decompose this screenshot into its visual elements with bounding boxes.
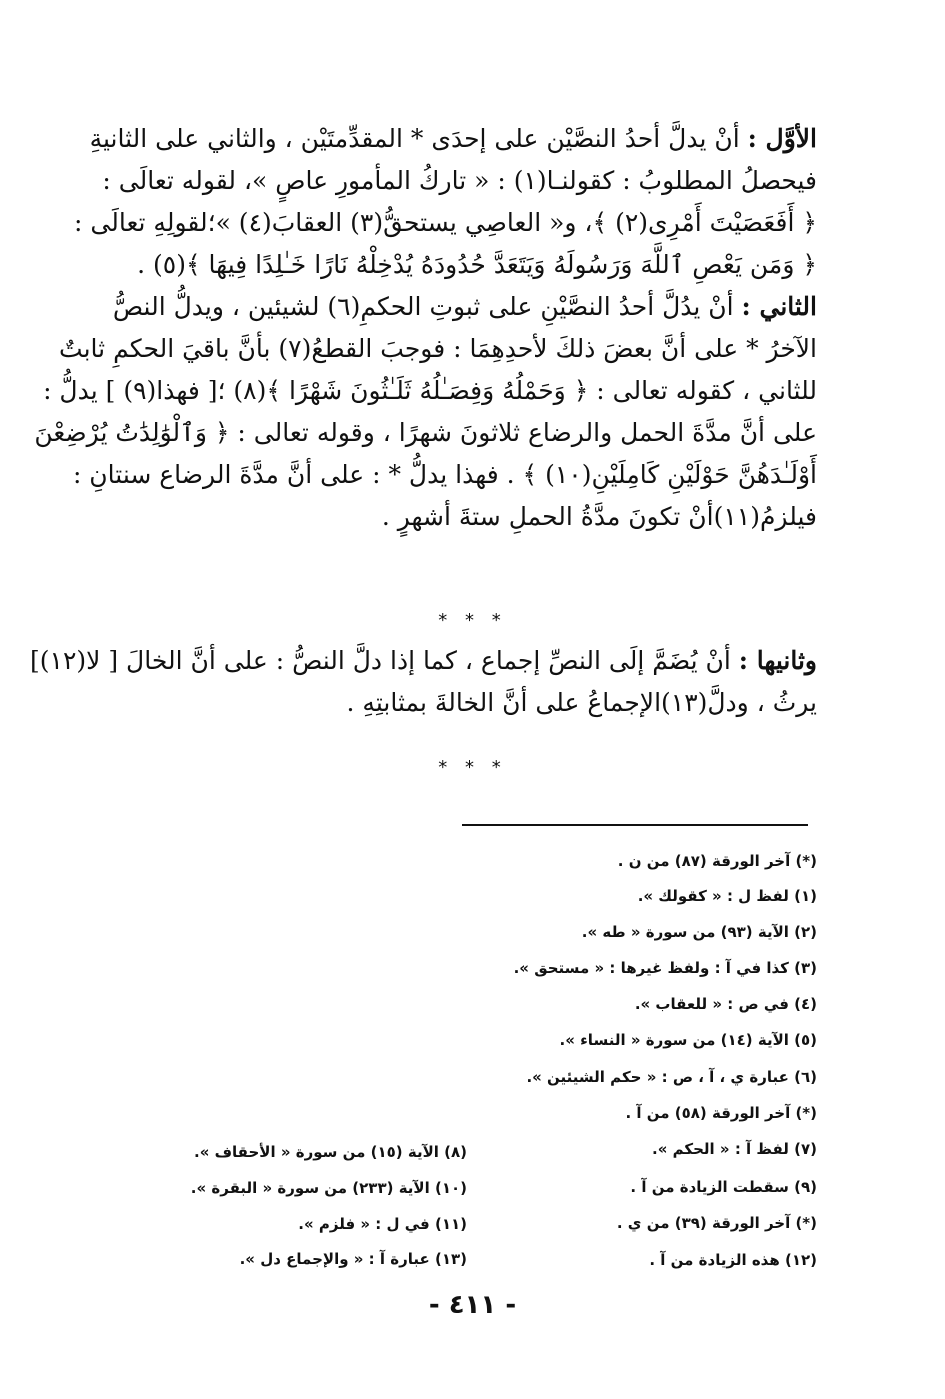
footnote: (*) آخر الورقة (٣٩) من ي . — [616, 1214, 817, 1232]
footnote: (١١) في ل : « فلزم ». — [298, 1215, 467, 1233]
section-lead: الثاني : — [741, 292, 817, 321]
footnote: (١٠) الآية (٢٣٣) من سورة « البقرة ». — [190, 1179, 467, 1197]
footnote: (٧) لفظ آ : « الحكم ». — [652, 1140, 817, 1158]
text-line: ﴿ وَمَن يَعْصِ ٱللَّهَ وَرَسُولَهُ وَيَتَعَدَّ حُدُودَهُ يُدْخِلْهُ نَارًا خَـٰلِدًا فِيهَا ﴾(٥) . — [137, 250, 817, 279]
footnote: (٦) عبارة ي ، آ ، ص : « حكم الشيئين ». — [526, 1068, 817, 1086]
text-line: فيحصلُ المطلوبُ : كقولنـا(١) : « تاركُ المأمورِ عاصٍ »، لقوله تعالَى : — [102, 166, 817, 195]
footnote: (٩) سقطت الزيادة من آ . — [630, 1178, 817, 1196]
text-line: يرثُ ، ودلَّ(١٣)الإجماعُ على أنَّ الخالةَ بمثابتِهِ . — [346, 688, 817, 717]
text-line: الأوَّل : أنْ يدلَّ أحدُ النصَّيْن على إحدَى * المقدِّمتَيْن ، والثاني على الثانيةِ — [89, 124, 817, 153]
footnote: (٤) في ص : « للعقاب ». — [634, 995, 817, 1013]
section-separator: * * * — [438, 757, 507, 778]
footnote-divider — [462, 824, 808, 826]
section-lead: وثانيها : — [738, 646, 817, 675]
text-line: ﴿ أَفَعَصَيْتَ أَمْرِى(٢) ﴾، و« العاصِي يستحقُّ(٣) العقابَ(٤) »؛لقولِهِ تعالَى : — [74, 208, 817, 237]
footnote: (*) آخر الورقة (٨٧) من ن . — [617, 852, 817, 870]
footnote: (٢) الآية (٩٣) من سورة « طه ». — [581, 923, 817, 941]
text-line: الثاني : أنْ يدُلَّ أحدُ النصَّيْنِ على ثبوتِ الحكمِ(٦) لشيئين ، ويدلُّ النصُّ — [112, 292, 817, 321]
footnote: (٣) كذا في آ : ولفظ غيرها : « مستحق ». — [513, 959, 817, 977]
footnote: (١) لفظ ل : « كقولك ». — [637, 887, 817, 905]
section-separator: * * * — [438, 610, 507, 631]
footnote: (٥) الآية (١٤) من سورة « النساء ». — [559, 1031, 817, 1049]
main-text — [34, 118, 817, 538]
text-line: وثانيها : أنْ يُضَمَّ إلَى النصِّ إجماع ، كما إذا دلَّ النصُّ : على أنَّ الخالَ [ لا(١٢)] — [30, 646, 817, 675]
main-text-continued — [30, 640, 817, 724]
footnote: (*) آخر الورقة (٥٨) من آ . — [625, 1104, 817, 1122]
text-line: أَوْلَـٰدَهُنَّ حَوْلَيْنِ كَامِلَيْنِ(١٠) ﴾ . فهذا يدلُّ * : على أنَّ مدَّةَ الرضاع سنتانِ : — [72, 460, 817, 489]
text-line: الآخرُ * على أنَّ بعضَ ذلكَ لأحدِهِمَا : فوجبَ القطعُ(٧) بأنَّ باقيَ الحكمِ ثابتٌ — [59, 334, 817, 363]
text-line: فيلزمُ(١١)أنْ تكونَ مدَّةُ الحملِ ستةَ أشهرٍ . — [381, 502, 817, 531]
text-line: للثاني ، كقوله تعالى : ﴿ وَحَمْلُهُ وَفِصَـٰلُهُ ثَلَـٰثُونَ شَهْرًا ﴾(٨) ؛[ فهذا(٩) ] يدلُّ : — [43, 376, 817, 405]
footnote: (١٢) هذه الزيادة من آ . — [649, 1251, 817, 1269]
footnote: (١٣) عبارة آ : « والإجماع دل ». — [239, 1250, 467, 1268]
page-number: - ٤١١ - — [428, 1290, 517, 1320]
text-line: على أنَّ مدَّةَ الحمل والرضاع ثلاثونَ شهرًا ، وقوله تعالى : ﴿ وَٱلْوَٰلِدَٰتُ يُرْضِعْنَ — [34, 418, 817, 447]
section-lead: الأوَّل : — [747, 124, 817, 153]
footnote: (٨) الآية (١٥) من سورة « الأحقاف ». — [194, 1143, 467, 1161]
